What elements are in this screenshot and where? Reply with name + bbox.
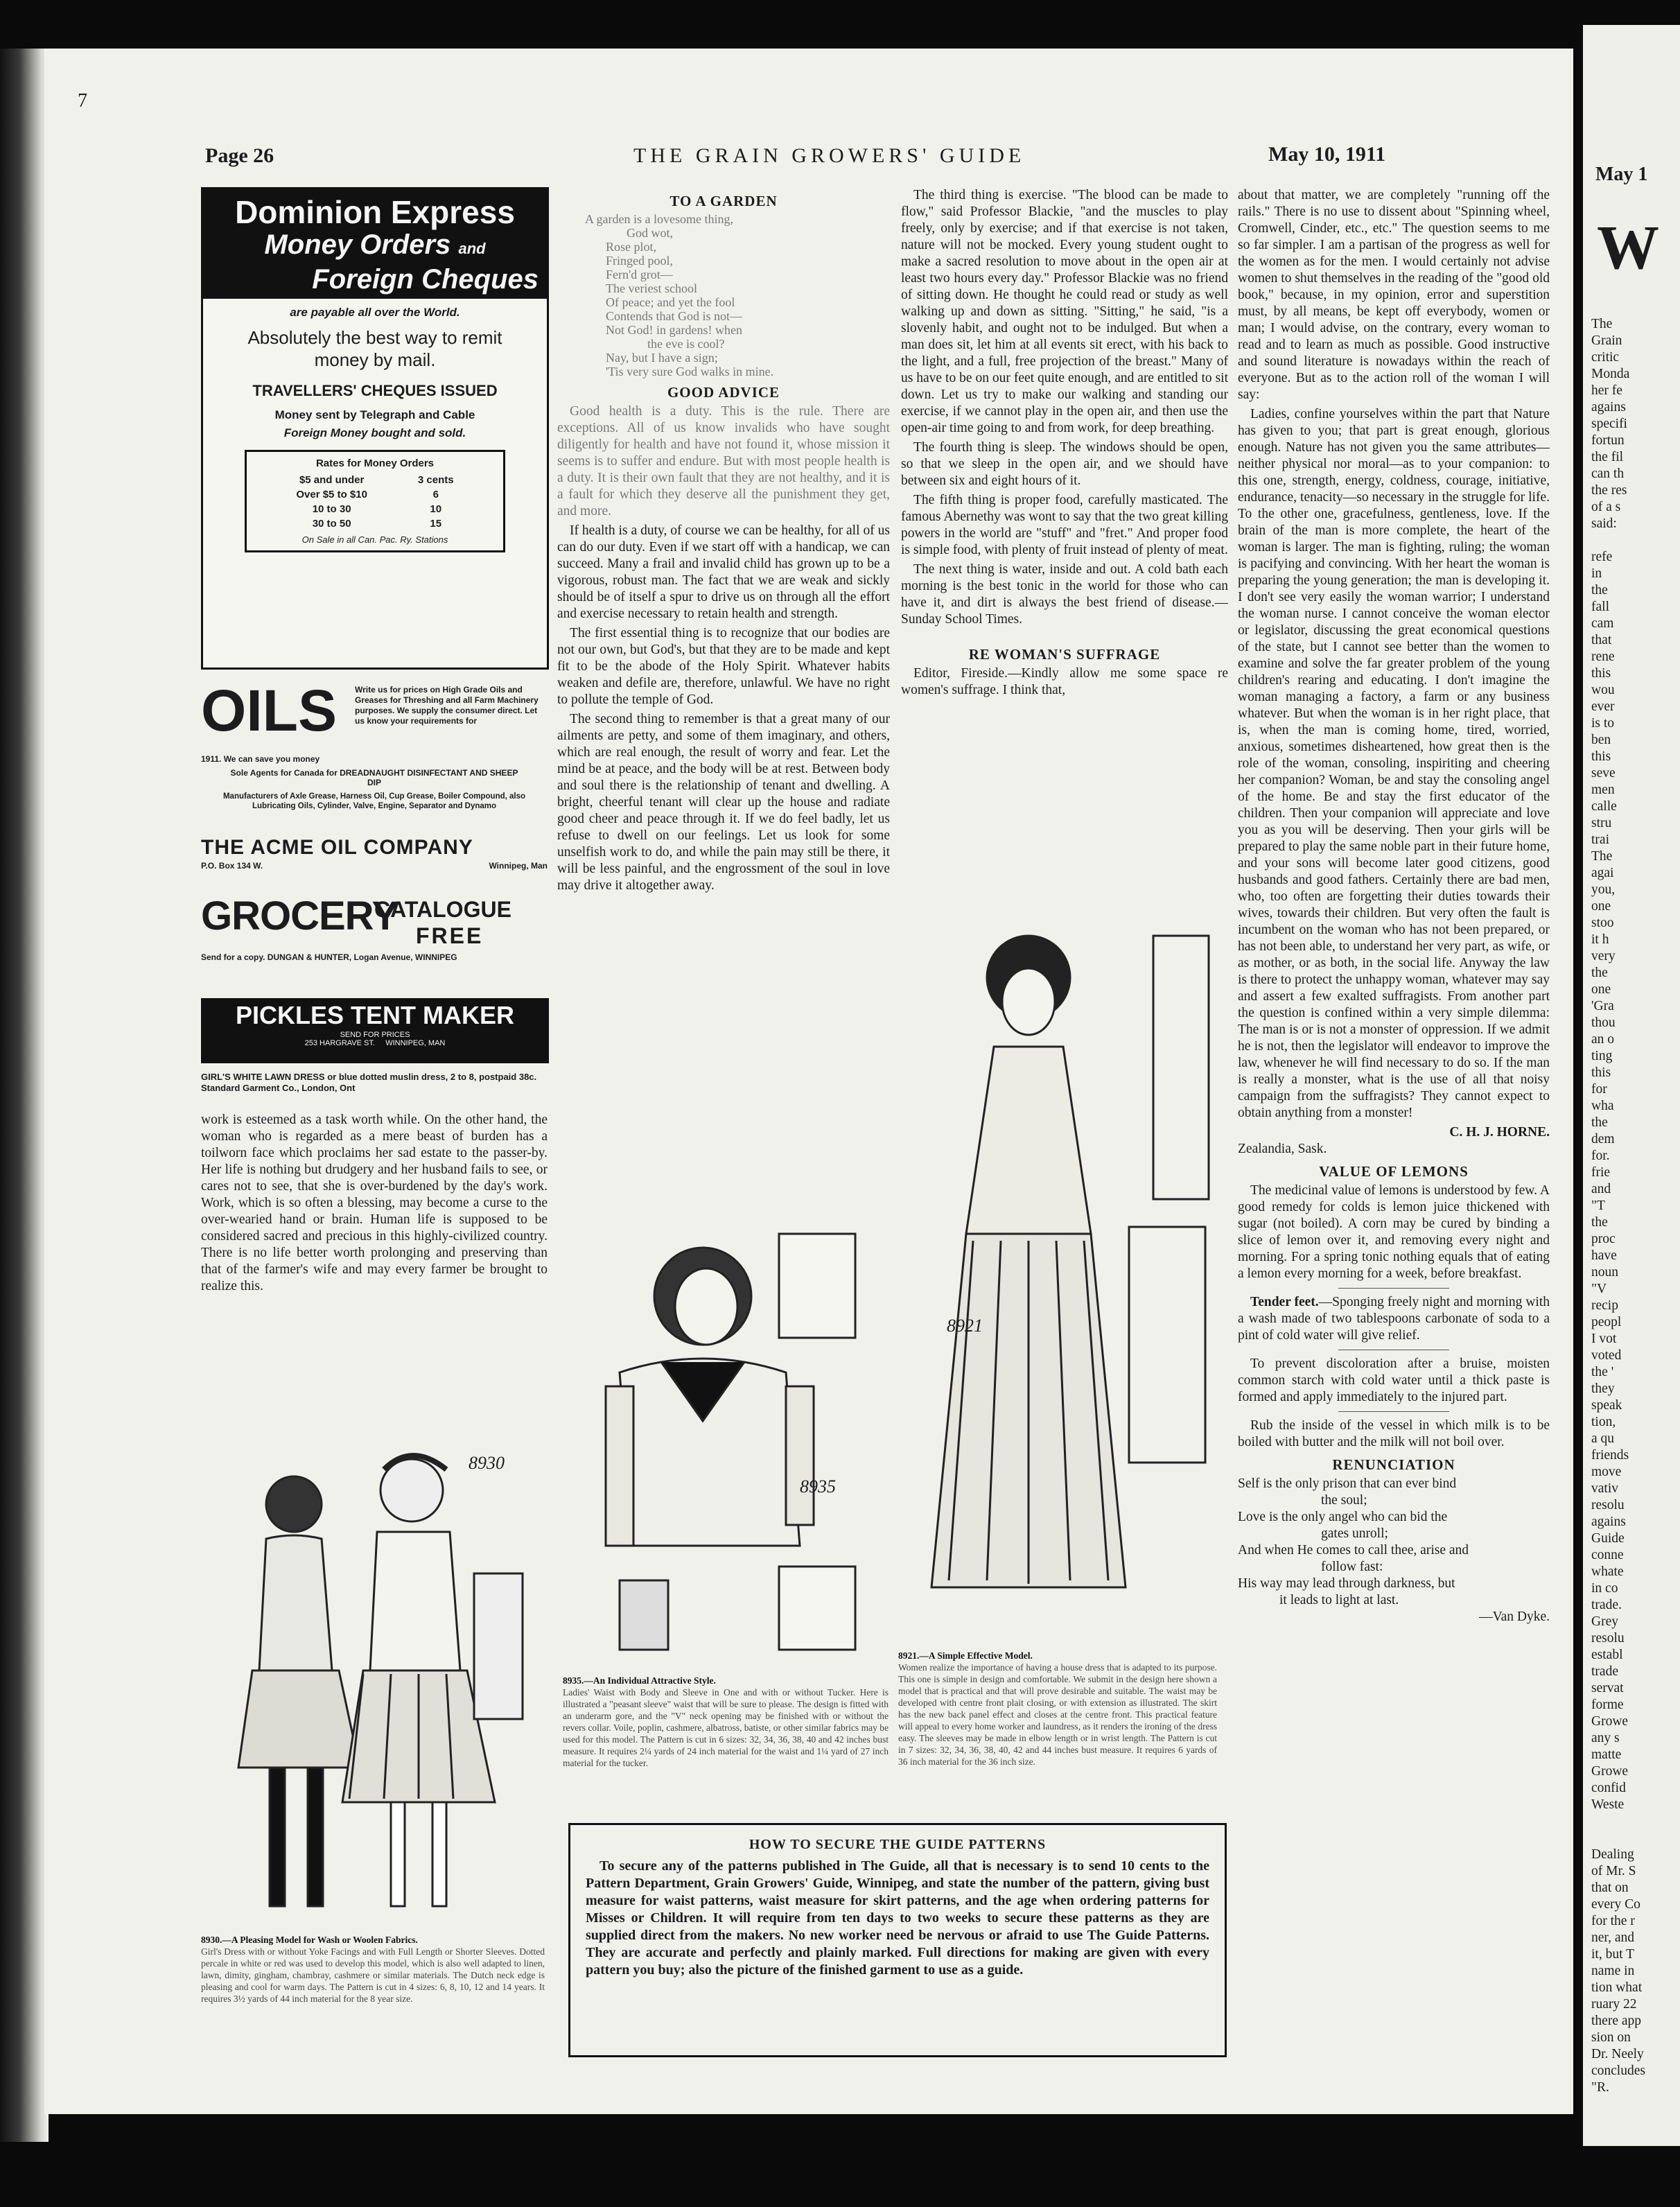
margin-mark: 7 (78, 90, 87, 112)
renunciation-title: RENUNCIATION (1332, 1456, 1455, 1473)
ad-payable: are payable all over the World. (290, 306, 460, 319)
column-1 (201, 1112, 548, 1396)
column-3 (901, 187, 1228, 901)
pickles-addr: 253 HARGRAVE ST. (304, 1039, 375, 1047)
next-page-line: trai (1591, 832, 1609, 847)
next-page-initial: W (1597, 213, 1659, 282)
poem-line: Self is the only prison that can ever bind (1238, 1476, 1457, 1491)
feet-text: —Sponging freely night and morning with a wash made of two tablespoons carbonate of soda to a pint of cold water will give relief. (1238, 1295, 1550, 1343)
pattern-8935-illustration (578, 1220, 883, 1657)
next-page-line: servat (1591, 1681, 1624, 1695)
poem-line: gates unroll; (1321, 1526, 1388, 1541)
next-page-line: Dealing (1591, 1847, 1634, 1862)
next-page-line: said: (1591, 516, 1617, 531)
next-page-line: any s (1591, 1731, 1620, 1745)
caption-text: Women realize the importance of having a house dress that is adapted to its purpose. This one is simple in design and comfortable. We submit in the design here shown a model that is practical and that will prove desirable and suitable. The waist may be developed with centre front plait closing, or with extension as illustrated. The skirt has the new back panel effect and closes at the centre front. This practical feature will appeal to every home worker and laundress, as it renders the ironing of the dress easy. The sleeves may be made in elbow length or in wrist length. The Pattern is cut in 7 sizes: 32, 34, 36, 38, 40, 42 and 44 inches bust measure. It requires 6 yards of 36 inch material for the 36 inch size. (898, 1662, 1217, 1767)
poem-line: Fern'd grot— (606, 268, 673, 281)
garden-poem (557, 212, 890, 378)
pattern-number-8921: 8921 (947, 1316, 983, 1336)
grocery-catalogue: CATALOGUE (374, 897, 511, 922)
next-page-line: stru (1591, 816, 1612, 830)
next-page-line: refe (1591, 550, 1613, 564)
grocery-big: GROCERY (201, 893, 399, 939)
next-page-line: "T (1591, 1198, 1605, 1213)
next-page-line: they (1591, 1381, 1615, 1396)
next-page-line: the (1591, 966, 1608, 980)
ad-subtitle: Money Orders (264, 229, 451, 260)
suffrage-place: Zealandia, Sask. (1238, 1142, 1327, 1156)
oils-year: 1911. We can save you money (201, 754, 320, 764)
poem-line: Fringed pool, (606, 254, 673, 268)
next-page-line: forme (1591, 1698, 1624, 1712)
next-page-line: Monda (1591, 367, 1630, 381)
next-page-line: rene (1591, 649, 1615, 664)
ad-body: Absolutely the best way to remit money by mail. (247, 327, 502, 370)
next-page-line: stoo (1591, 916, 1614, 930)
suffrage-intro: Editor, Fireside.—Kindly allow me some space re women's suffrage. I think that, (901, 666, 1228, 697)
next-page-line: the (1591, 1115, 1608, 1130)
lemons-paragraph: The medicinal value of lemons is understood by few. A good remedy for colds is lemon juice thickened with sugar (not boiled). A corn may be cured by binding a slice of lemon over it, and removing every night and morning. For a spring tonic nothing equals that of eating a lemon every morning for a week, before breakfast. (1238, 1183, 1550, 1281)
newspaper-page (44, 49, 1573, 2114)
next-page-line: Dr. Neely (1591, 2047, 1644, 2061)
next-page-line: vativ (1591, 1481, 1618, 1496)
next-page-line: this (1591, 749, 1611, 764)
how-to-title: HOW TO SECURE THE GUIDE PATTERNS (749, 1837, 1047, 1852)
poem-line: 'Tis very sure God walks in mine. (606, 365, 774, 378)
next-page-line: Growe (1591, 1714, 1629, 1729)
advice-paragraph: The fifth thing is proper food, carefully masticated. The famous Abernethy was wont to say that the two great killing powers in the world are "stuff" and "fret." And proper food is simple food, with plenty of fruit instead of plenty of meat. (901, 493, 1228, 557)
next-page-line: an o (1591, 1032, 1615, 1047)
next-page-line: that on (1591, 1881, 1629, 1895)
next-page-line: confid (1591, 1781, 1626, 1795)
rate-fee: 10 (430, 503, 442, 515)
oils-text: Write us for prices on High Grade Oils and Greases for Threshing and all Farm Machinery purposes. We supply the consumer direct. Let us know your requirements for (355, 685, 539, 726)
dominion-express-ad (201, 187, 549, 670)
oils-company: THE ACME OIL COMPANY (201, 836, 473, 859)
next-page-line: for (1591, 1082, 1607, 1097)
next-page-line: tion what (1591, 1980, 1643, 1995)
grocery-ad (201, 894, 548, 977)
garden-title: TO A GARDEN (670, 193, 778, 209)
advice-paragraph: The next thing is water, inside and out. A cold bath each morning is the best tonic in the world for those who can have it, and dirt is always the best friend of disease.—Sunday School Times. (901, 562, 1228, 627)
next-page-line: wha (1591, 1099, 1614, 1113)
next-page-line: speak (1591, 1398, 1622, 1413)
next-page-line: voted (1591, 1348, 1622, 1363)
next-page-line: ruary 22 (1591, 1997, 1637, 2012)
next-page-lines (1591, 316, 1680, 2096)
ad-telegraph: Money sent by Telegraph and Cable (274, 408, 475, 421)
next-page-line: and (1591, 1182, 1611, 1196)
caption-head: 8930.—A Pleasing Model for Wash or Woolen Fabrics. (201, 1935, 418, 1945)
next-page-line (1591, 1813, 1680, 1830)
next-page-line: agains (1591, 1515, 1626, 1529)
next-page-line: specifi (1591, 417, 1627, 431)
next-page-line: establ (1591, 1648, 1623, 1662)
next-page-line: this (1591, 666, 1611, 681)
caption-text: Ladies' Waist with Body and Sleeve in One and with or without Tucker. Here is illustrated a "peasant sleeve" waist that will be sure to please. The design is fitted with an underarm gore, and the "V" neck opening may be finished with or without the revers collar. Voile, poplin, cashmere, albatross, batiste, or other similar fabrics may be used for this model. The Pattern is cut in 6 sizes: 32, 34, 36, 38, 40 and 42 inches bust measure. It requires 2¼ yards of 24 inch material for the waist and 1¼ yard of 27 inch material for the tucker. (563, 1687, 889, 1768)
next-page-line: every Co (1591, 1897, 1640, 1912)
rate-row (295, 503, 454, 516)
next-page-line: the fil (1591, 450, 1624, 464)
rate-range: 10 to 30 (312, 503, 351, 515)
rate-row (295, 473, 454, 487)
next-page-line: conne (1591, 1548, 1624, 1562)
next-page-line: noun (1591, 1265, 1618, 1280)
suffrage-title: RE WOMAN'S SUFFRAGE (968, 646, 1161, 663)
how-to-secure-box (568, 1823, 1227, 2057)
pattern-number-8930: 8930 (469, 1453, 505, 1473)
next-page-line: sion on (1591, 2030, 1631, 2045)
next-page-line: Guide (1591, 1531, 1625, 1546)
rate-row (295, 488, 454, 501)
next-page-line: one (1591, 982, 1611, 997)
next-page-line: in (1591, 566, 1602, 581)
poem-line: Of peace; and yet the fool (606, 295, 735, 309)
next-page-line: in co (1591, 1581, 1618, 1596)
advice-paragraph: The second thing to remember is that a great many of our ailments are petty, and some of them imaginary, and others, which are real enough, the result of worry and fear. Let the mind be at peace, and the body will be at rest. Between body and soul there is the relationship of tenant and dwelling. A bright, cheerful tenant will clear up the house and radiate good cheer and peace through it. If we do feel badly, let us refuse to dwell on our feelings. Let us look for some unselfish work to do, and while the pain may still be there, it will be less painful, and the engrossment of the soul in love may drive it altogether away. (557, 712, 890, 893)
next-page-line: thou (1591, 1015, 1616, 1030)
pickles-city: WINNIPEG, MAN (385, 1039, 446, 1047)
poem-line: the soul; (1321, 1493, 1367, 1508)
caption-head: 8921.—A Simple Effective Model. (898, 1650, 1033, 1661)
next-page-line: whate (1591, 1564, 1624, 1579)
next-page-line: "V (1591, 1282, 1607, 1296)
next-page-line: Grain (1591, 333, 1622, 348)
next-page-line: tion, (1591, 1415, 1616, 1429)
caption-head: 8935.—An Individual Attractive Style. (563, 1675, 716, 1686)
suffrage-paragraph: about that matter, we are completely "running off the rails." There is no use to dissent about "Spinning wheel, Cromwell, Cinder, etc., etc." The question seems to me so far simpler. I am a partisan of the progress as well for the women as for the men. I would certainly not advise women to shut themselves in the reading of the "good old book," because, in my opinion, error and superstition must, by all means, be kept off everybody, women or man; I would advise, on the contrary, every woman to read and to learn as much as possible. Good instructive and sound literature is nowadays within the reach of everyone. But as to the action roll of the woman I will say: (1238, 188, 1550, 402)
next-page-line: critic (1591, 350, 1620, 365)
next-page-line: 'Gra (1591, 999, 1614, 1013)
grocery-copy: Send for a copy. DUNGAN & HUNTER, Logan Avenue, WINNIPEG (201, 952, 457, 962)
next-page-line: ben (1591, 733, 1611, 747)
pattern-8930-caption (201, 1934, 545, 2079)
next-page-edge (1583, 25, 1680, 2146)
oils-mfr: Manufacturers of Axle Grease, Harness Oil, Cup Grease, Boiler Compound, also Lubricating Oils, Cylinder, Valve, Engine, Separator and Dynamo (222, 792, 526, 810)
next-page-date: May 1 (1595, 164, 1648, 185)
oils-city: Winnipeg, Man (489, 861, 548, 871)
next-page-line: her fe (1591, 383, 1622, 398)
next-page-line: agains (1591, 400, 1626, 415)
next-page-line: Growe (1591, 1764, 1629, 1779)
next-page-line: recip (1591, 1298, 1618, 1313)
next-page-line: trade. (1591, 1598, 1622, 1612)
oils-big: OILS (201, 678, 338, 743)
suffrage-signature: C. H. J. HORNE. (1449, 1125, 1550, 1140)
next-page-line (1591, 532, 1680, 549)
pickles-title: PICKLES TENT MAKER (235, 1001, 514, 1029)
pattern-8935-caption (563, 1675, 889, 1813)
poem-line: Not God! in gardens! when (606, 323, 742, 337)
poem-line: The veriest school (606, 281, 697, 295)
rate-fee: 15 (430, 518, 442, 530)
next-page-line: trade (1591, 1664, 1618, 1679)
grocery-free: FREE (416, 923, 484, 948)
pattern-number-8935: 8935 (800, 1476, 836, 1497)
next-page-line: agai (1591, 866, 1614, 880)
masthead-title: THE GRAIN GROWERS' GUIDE (633, 144, 1026, 167)
column-4 (1238, 187, 1550, 2100)
next-page-line: for the r (1591, 1914, 1635, 1928)
oils-agents: Sole Agents for Canada for DREADNAUGHT DISINFECTANT AND SHEEP DIP (230, 768, 518, 787)
ad-and: and (458, 240, 486, 257)
col1-paragraph: work is esteemed as a task worth while. On the other hand, the woman who is regarded as a mere beast of burden has a toilworn face which proclaims her sad estate to the passer-by. Her life is nothing but drudgery and her husband fails to see, or cares not to see, that she is over-burdened by the day's work. Work, which is so often a blessing, may become a curse to the over-wearied hand or brain. Human life is supposed to be considered sacred and precious in this highly-civilized country. There is no life better worth prolonging and preserving than that of the farmer's wife and may every farmer be brought to realize this. (201, 1113, 548, 1293)
next-page-line: friends (1591, 1448, 1629, 1463)
next-page-line: for. (1591, 1149, 1610, 1163)
rates-sale: On Sale in all Can. Pac. Ry. Stations (301, 534, 448, 545)
advice-title: GOOD ADVICE (667, 384, 780, 401)
next-page-line: "R. (1591, 2080, 1609, 2095)
book-binding (0, 49, 49, 2142)
next-page-line: cam (1591, 616, 1614, 631)
bruise-text: To prevent discoloration after a bruise, moisten common starch with cold water until a thick paste is formed and apply immediately to the injured part. (1238, 1357, 1550, 1404)
next-page-line (1591, 1830, 1680, 1847)
pickles-sub: SEND FOR PRICES (340, 1031, 410, 1039)
next-page-line: calle (1591, 799, 1617, 814)
next-page-line: it, but T (1591, 1947, 1634, 1962)
poem-line: the eve is cool? (647, 337, 725, 351)
suffrage-paragraph: Ladies, confine yourselves within the part that Nature has given to you; that part is great enough, glorious enough. Nature has not given you the same attributes—neither physical nor moral—as to your companion: to this one, strength, energy, coldness, courage, initiative, endurance, tenacity—so necessary in the struggle for life. To the other one, gracefulness, gentleness, love. If the brain of the man is more complete, the heart of the woman is larger. The man is fighting, ruling; the woman is pacifying and convincing. With her heart the woman is preparing the young generation; the man is developing it. I don't see very easily the woman warrior; I understand the woman nurse. I cannot conceive the woman elector or legislator, discussing the great economical questions of the state, but I cannot see better than the women to examine and solve the far greater problem of the young children's rearing and educating. I don't imagine the woman managing a factory, a farm or any business whatever. But when the woman is in her right place, that is, when the man is coming home, tired, worried, anxious, sometimes disheartened, how great then is the role of the woman, consoling, inspiriting and cheering her companion? Woman, be and stay the consoling angel of the home. Be and stay the first educator of the children. Then your companion will appreciate and love you as you will be deserving. Then your girls will be prepared to play the same noble part in their future home, and your sons will become later good citizens, good husbands and good fathers. Certainly there are bad men, who, too often are forgetting their duties towards their wives, towards their children. But very often the fault is incumbent on the woman who has not been prepared, or has not been able, to understand her very part, as wife, or as mother, or as both, in the social life. Anyway the law is there to protect the unhappy woman, whatever may say and assert a few exalted suffragists. From another part the question is confined within a very simple dilemma: The man is or is not a monster of oppression. If we admit he is not, then the legislator will endeavor to improve the law, whenever he will find necessary to do so. If the man is really a monster, what is the use of all that noisy campaign from the suffragists? They cannot expect to obtain anything from a monster! (1238, 407, 1550, 1120)
next-page-line: ner, and (1591, 1930, 1635, 1945)
next-page-line: The (1591, 849, 1613, 864)
next-page-line: the (1591, 1215, 1608, 1230)
ad-travellers: TRAVELLERS' CHEQUES ISSUED (252, 382, 498, 399)
next-page-line: there app (1591, 2014, 1642, 2028)
next-page-line: can th (1591, 466, 1625, 481)
poem-line: His way may lead through darkness, but (1238, 1576, 1455, 1591)
next-page-line: ever (1591, 699, 1615, 714)
next-page-line: name in (1591, 1964, 1635, 1978)
next-page-line: the ' (1591, 1365, 1614, 1379)
next-page-line: that (1591, 633, 1612, 647)
next-page-line: the res (1591, 483, 1627, 498)
rate-range: 30 to 50 (312, 518, 351, 530)
advice-paragraph: If health is a duty, of course we can be healthy, for all of us can do our duty. Even if we start off with a handicap, we can succeed. Many a frail and invalid child has grown up to be a vigorous, robust man. The fact that we are weak and sickly should be of itself a spur to drive us on through all the effort and exercise necessary to retain health and strength. (557, 523, 890, 621)
next-page-line: Grey (1591, 1614, 1618, 1629)
advice-paragraph: The fourth thing is sleep. The windows should be open, so that we sleep in the open air, and we should have between six and eight hours of it. (901, 440, 1228, 488)
rate-row (295, 517, 454, 530)
next-page-line: ting (1591, 1049, 1613, 1063)
next-page-line: fortun (1591, 433, 1625, 448)
issue-date: May 10, 1911 (1268, 143, 1386, 166)
how-to-body: To secure any of the patterns published in The Guide, all that is necessary is to send 10 cents to the Pattern Department, Grain Growers' Guide, Winnipeg, and state the number of the pattern, giving bust measure for waist patterns, waist measure for skirt patterns, and the age when ordering patterns for Misses or Children. It will require from ten days to two weeks to secure these patterns as they are supplied direct from the makers. No new worker need be nervous or afraid to use The Guide Patterns. They are accurate and perfectly and plainly marked. Full directions for making are given with every pattern you buy; also the picture of the finished garment to use as a guide. (586, 1858, 1209, 1978)
next-page-line: Weste (1591, 1797, 1625, 1812)
advice-paragraph: The third thing is exercise. "The blood can be made to flow," said Professor Blackie, "and the muscles to play freely, only by exercise; and if that exercise is not taken, nature will not be mocked. Every young student ought to make a sacred resolution to move about in the open air at least two hours every day." Professor Blackie was no friend of sitting down. He thought he could read or study as well walking up and down as sitting. "Sitting," he said, "is a slovenly habit, and ought not to be indulged. But when a man does sit, let him at all events sit erect, with his back to the light, and a full, free projection of the breast." Many of us have to be on our feet quite enough, and are entitled to sit down. Let us try to make our walking and standing our exercise, if we cannot play in the open air, and then use the open-air time going to and from work, for deep breathing. (901, 188, 1228, 435)
next-page-line: one (1591, 899, 1611, 914)
next-page-line: the (1591, 583, 1608, 597)
next-page-line: of Mr. S (1591, 1864, 1636, 1878)
next-page-line: this (1591, 1065, 1611, 1080)
advice-paragraph: Good health is a duty. This is the rule. There are exceptions. All of us know invalids who have sought diligently for health and have not found it, whose mission it seems is to suffer and endure. But with most people health is a duty. It is their own fault that they are not healthy, and it is a fault for which they deserve all the punishment they get, and more. (557, 404, 890, 518)
poem-line: it leads to light at last. (1279, 1593, 1399, 1607)
next-page-line: resolu (1591, 1498, 1625, 1512)
poem-line: Contends that God is not— (606, 309, 742, 323)
poem-line: A garden is a lovesome thing, (585, 212, 733, 226)
poem-line: Rose plot, (606, 240, 657, 254)
pattern-8930-illustration (211, 1442, 543, 1927)
feet-head: Tender feet. (1250, 1295, 1319, 1309)
next-page-line: fall (1591, 600, 1609, 614)
next-page-line: matte (1591, 1747, 1622, 1762)
oils-address: P.O. Box 134 W. (201, 861, 263, 871)
next-page-line: have (1591, 1248, 1617, 1263)
next-page-line: is to (1591, 716, 1615, 731)
next-page-line: peopl (1591, 1315, 1622, 1329)
rate-fee: 6 (432, 489, 439, 500)
rate-range: Over $5 to $10 (296, 489, 367, 500)
pattern-8921-caption (898, 1650, 1217, 1813)
oils-ad (201, 678, 548, 871)
next-page-line: proc (1591, 1232, 1616, 1246)
poem-line: And when He comes to call thee, arise and (1238, 1543, 1469, 1558)
ad-foreign: Foreign Money bought and sold. (283, 426, 466, 439)
next-page-line: a qu (1591, 1431, 1615, 1446)
ad-subtitle2: Foreign Cheques (312, 264, 539, 295)
next-page-line: move (1591, 1465, 1622, 1479)
rate-fee: 3 cents (417, 474, 454, 486)
ad-title: Dominion Express (235, 194, 515, 230)
next-page-line: dem (1591, 1132, 1615, 1146)
poem-line: God wot, (627, 226, 673, 240)
next-page-line: very (1591, 949, 1616, 963)
column-2 (557, 187, 890, 1227)
next-page-line: you, (1591, 882, 1616, 897)
poem-line: Nay, but I have a sign; (606, 351, 718, 365)
rate-range: $5 and under (299, 474, 365, 486)
next-page-line: of a s (1591, 500, 1621, 514)
advice-paragraph: The first essential thing is to recognize that our bodies are not our own, but God's, but that they are to be made and kept fit to be the abode of the Holy Spirit. Whatever habits weaken and defile are, therefore, unlawful. We have no right to pollute the temple of God. (557, 626, 890, 707)
rates-table (294, 472, 455, 532)
next-page-line: it h (1591, 932, 1609, 947)
next-page-line: concludes (1591, 2064, 1645, 2078)
next-page-line: resolu (1591, 1631, 1625, 1646)
page-number: Page 26 (205, 144, 274, 167)
poem-line: Love is the only angel who can bid the (1238, 1510, 1448, 1524)
next-page-line: men (1591, 783, 1615, 797)
lemons-title: VALUE OF LEMONS (1319, 1163, 1469, 1180)
next-page-line: wou (1591, 683, 1615, 697)
next-page-line: frie (1591, 1165, 1611, 1180)
poem-author: —Van Dyke. (1479, 1610, 1550, 1624)
next-page-line: I vot (1591, 1332, 1617, 1346)
rates-title: Rates for Money Orders (315, 457, 435, 469)
next-page-line: The (1591, 317, 1613, 331)
milk-text: Rub the inside of the vessel in which milk is to be boiled with butter and the milk will not boil over. (1238, 1418, 1550, 1449)
poem-line: follow fast: (1321, 1560, 1383, 1574)
pattern-8921-illustration (890, 922, 1236, 1615)
dress-ad: GIRL'S WHITE LAWN DRESS or blue dotted muslin dress, 2 to 8, postpaid 38c. Standard Garment Co., London, Ont (201, 1072, 537, 1093)
caption-text: Girl's Dress with or without Yoke Facings and with Full Length or Shorter Sleeves. Dotted percale in white or red was used to develop this model, which is also well adapted to linen, lawn, dimity, gingham, chambray, cashmere or similar materials. The Dutch neck edge is pleasing and cool for warm days. The Pattern is cut in 4 sizes: 6, 8, 10, 12 and 14 years. It requires 3½ yards of 44 inch material for the 8 year size. (201, 1946, 545, 2004)
pickles-ad (201, 998, 549, 1063)
next-page-line: seve (1591, 766, 1616, 780)
